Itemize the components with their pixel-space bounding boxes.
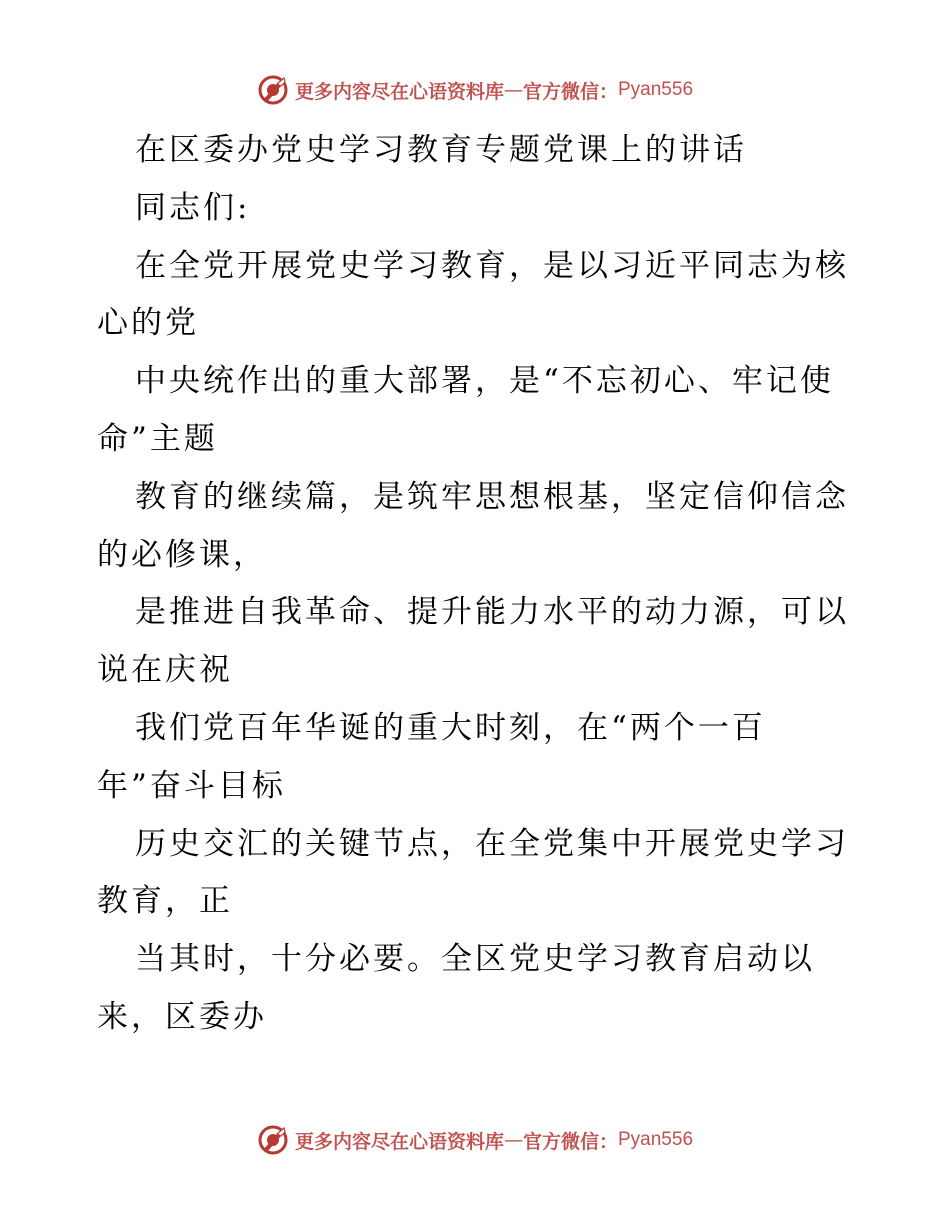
doc-line: 中央统作出的重大部署，是“不忘初心、牢记使 [135,363,834,400]
doc-line: 命”主题 [97,420,218,457]
footer-banner [0,1120,950,1160]
header-wechat-label: 官方微信： [522,80,618,103]
doc-line: 当其时，十分必要。全区党史学习教育启动以 [135,941,815,978]
header-banner [0,70,950,110]
doc-line: 教育，正 [97,883,233,920]
footer-separator: — [503,1129,523,1151]
pen-logo-icon [257,74,289,106]
footer-wechat-id: Pyan556 [618,1129,694,1150]
doc-salutation: 同志们: [135,189,251,226]
doc-line: 说在庆祝 [97,652,233,689]
pen-logo-icon [257,1124,289,1156]
doc-line: 的必修课， [97,536,267,573]
doc-line: 在全党开展党史学习教育，是以习近平同志为核 [135,247,849,284]
footer-site-text: 更多内容尽在心语资料库 [294,1130,504,1153]
doc-line: 年”奋斗目标 [97,767,286,804]
doc-title: 在区委办党史学习教育专题党课上的讲话 [135,132,747,168]
doc-line: 我们党百年华诞的重大时刻，在“两个一百 [135,709,766,746]
doc-line: 历史交汇的关键节点，在全党集中开展党史学习 [135,825,849,862]
footer-wechat-label: 官方微信： [522,1130,618,1153]
doc-line: 心的党 [97,305,199,342]
header-separator: — [503,79,523,101]
doc-line: 是推进自我革命、提升能力水平的动力源，可以 [135,594,849,631]
header-wechat-id: Pyan556 [618,79,694,100]
doc-line: 来，区委办 [97,998,267,1035]
document-body [97,122,857,1047]
doc-line: 教育的继续篇，是筑牢思想根基，坚定信仰信念 [135,478,849,515]
header-site-text: 更多内容尽在心语资料库 [294,80,504,103]
